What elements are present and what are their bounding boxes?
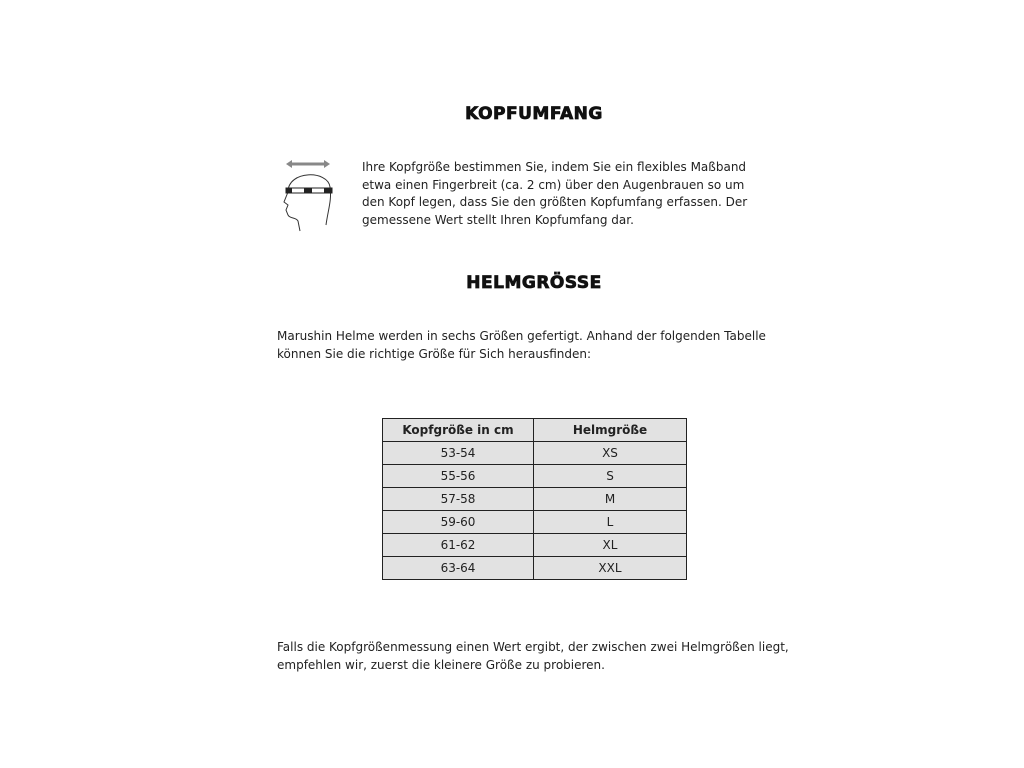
- sizes-intro-line: Marushin Helme werden in sechs Größen gefertigt. Anhand der folgenden Tabelle: [277, 329, 766, 343]
- cell-head-size: 59-60: [383, 511, 534, 534]
- header-helmet-size: Helmgröße: [534, 419, 687, 442]
- intro-line: den Kopf legen, dass Sie den größten Kopfumfang erfassen. Der: [362, 195, 748, 210]
- cell-head-size: 61-62: [383, 534, 534, 557]
- cell-helmet-size: XS: [534, 442, 687, 465]
- sizes-intro-paragraph: [277, 328, 766, 363]
- table-row: [383, 465, 687, 488]
- table-row: [383, 488, 687, 511]
- cell-head-size: 57-58: [383, 488, 534, 511]
- table-row: [383, 534, 687, 557]
- intro-line: gemessene Wert stellt Ihren Kopfumfang dar.: [362, 213, 634, 228]
- table-row: [383, 442, 687, 465]
- note-paragraph: [277, 639, 789, 674]
- head-measure-icon: [278, 155, 338, 235]
- table-row: [383, 557, 687, 580]
- heading-kopfumfang: KOPFUMFANG: [465, 104, 603, 124]
- cell-helmet-size: M: [534, 488, 687, 511]
- cell-head-size: 63-64: [383, 557, 534, 580]
- size-table: [382, 418, 687, 580]
- cell-head-size: 55-56: [383, 465, 534, 488]
- table-header-row: [383, 419, 687, 442]
- cell-helmet-size: XL: [534, 534, 687, 557]
- cell-helmet-size: S: [534, 465, 687, 488]
- cell-helmet-size: XXL: [534, 557, 687, 580]
- cell-head-size: 53-54: [383, 442, 534, 465]
- intro-paragraph: [362, 159, 747, 230]
- intro-line: etwa einen Fingerbreit (ca. 2 cm) über den Augenbrauen so um: [362, 177, 745, 192]
- note-line: Falls die Kopfgrößenmessung einen Wert ergibt, der zwischen zwei Helmgrößen liegt,: [277, 640, 789, 654]
- note-line: empfehlen wir, zuerst die kleinere Größe zu probieren.: [277, 657, 605, 672]
- cell-helmet-size: L: [534, 511, 687, 534]
- sizes-intro-line: können Sie die richtige Größe für Sich herausfinden:: [277, 346, 592, 361]
- table-row: [383, 511, 687, 534]
- header-head-size: Kopfgröße in cm: [383, 419, 534, 442]
- heading-helmgroesse: HELMGRÖSSE: [466, 273, 602, 293]
- intro-line: Ihre Kopfgröße bestimmen Sie, indem Sie ein flexibles Maßband: [362, 160, 747, 174]
